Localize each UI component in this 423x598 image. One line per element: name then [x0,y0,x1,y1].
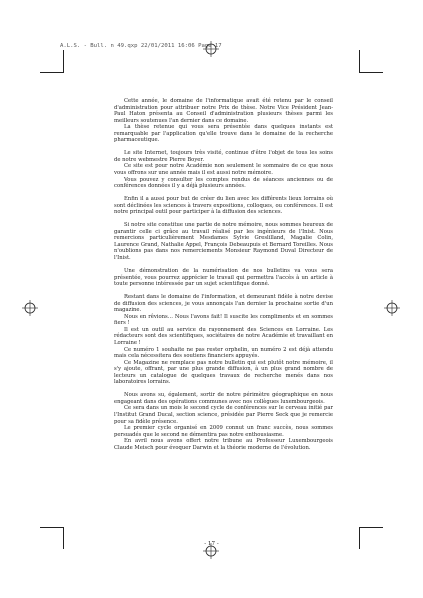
paragraph: Vous pouvez y consulter les comptes rendus de séances anciennes ou de conférences données il y a déjà plusieurs années. [114,176,333,190]
paragraph: Une démonstration de la numérisation de nos bulletins va vous sera présentée, vous pourrez apprécier le travail qui permettra l'accès à un article à toute personne intéressée par un sujet scientifique donné. [114,268,333,288]
paragraph: Le site Internet, toujours très visité, continue d'être l'objet de tous les soins de notre webmestre Pierre Boyer. [114,150,333,163]
paragraph: Ce sera dans un mois le second cycle de conférences sur le cerveau initié par l'Institut Grand Ducal, section science, présidée par Pierre Seck que je remercie pour sa fidèle présence. [114,405,333,425]
crop-mark [40,527,64,528]
body-text [114,98,333,451]
paragraph: En avril nous avons offert notre tribune au Professeur Luxembourgeois Claude Meisch pour évoquer Darwin et la théorie moderne de l'évolution. [114,438,333,451]
print-slug: A.L.S. - Bull. n 49.qxp 22/01/2011 16:06 Page 17 [60,43,222,49]
paragraph: Ce site est pour notre Académie non seulement le sommaire de ce que nous vous offrons sur une année mais il est aussi notre mémoire. [114,163,333,176]
paragraph: Nous en rêvions… Nous l'avons fait! Il suscite les compliments et en sommes fiers ! [114,313,333,327]
registration-mark-left [22,300,38,316]
paragraph: Si notre site constitue une partie de notre mémoire, nous sommes heureux de garantir celle ci grâce au travail réalisé par les ingénieurs de l'Inist. Nous remercions particulièrement Mesdames Sylvie Greslilland, Magalie Colin, Laurence Grand, Nathalie Appel, François Debeaupuis et Bernard Toreilles. Nous n'oublions pas dans nos remerciements Monsieur Raymond Duval Directeur de l'Inist. [114,222,333,261]
paragraph: Nous avons su, également, sortir de notre périmètre géographique en nous engageant dans des opérations communes avec nos collègues luxembourgeois. [114,392,333,405]
paragraph: Le premier cycle organisé en 2009 connut un franc succès, nous sommes persuadés que le second ne démentira pas notre enthousiasme. [114,425,333,438]
paragraph: Ce Magazine ne remplace pas notre bulletin qui est plutôt notre mémoire, il s'y ajoute, offrant, par une plus grande diffusion, à un plus grand nombre de lecteurs un catalogue de quelques travaux de recherche menés dans nos laboratoires lorrains. [114,359,333,386]
paragraph: Restant dans le domaine de l'information, et demeurant fidèle à notre devise de diffusion des sciences, je vous annonçais l'an dernier la prochaine sortie d'un magazine. [114,294,333,314]
paragraph: Ce numéro 1 souhaite ne pas rester orphelin, un numéro 2 est déjà attendu mais cela nécessitera des soutiens financiers appuyés. [114,346,333,360]
crop-mark [63,50,64,72]
crop-mark [359,527,383,528]
page-number: - 17 - [204,541,219,547]
crop-mark [359,72,383,73]
paragraph: Enfin il a aussi pour but de créer du lien avec les différents lieux lorrains où sont déclinées les sciences à travers expositions, colloques, ou conférences. Il est notre principal outil pour participer à la diffusion des sciences. [114,196,333,216]
registration-mark-top [203,41,219,57]
paragraph: Cette année, le domaine de l'informatique avait été retenu par le conseil d'administration pour attribuer notre Prix de thèse. Notre Vice Président Jean-Paul Haton présenta au Conseil d'administration plusieurs thèses parmi les meilleurs soutenues l'an dernier dans ce domaine. [114,98,333,124]
paragraph: La thèse retenue qui vous sera présentée dans quelques instants est remarquable par l'application qu'elle trouve dans le domaine de la recherche pharmaceutique. [114,124,333,144]
registration-mark-right [384,300,400,316]
crop-mark [359,50,360,72]
paragraph: Il est un outil au service du rayonnement des Sciences en Lorraine. Les rédacteurs sont des scientifiques, sociétaires de notre Académie et travaillant en Lorraine ! [114,326,333,346]
crop-mark [40,72,64,73]
